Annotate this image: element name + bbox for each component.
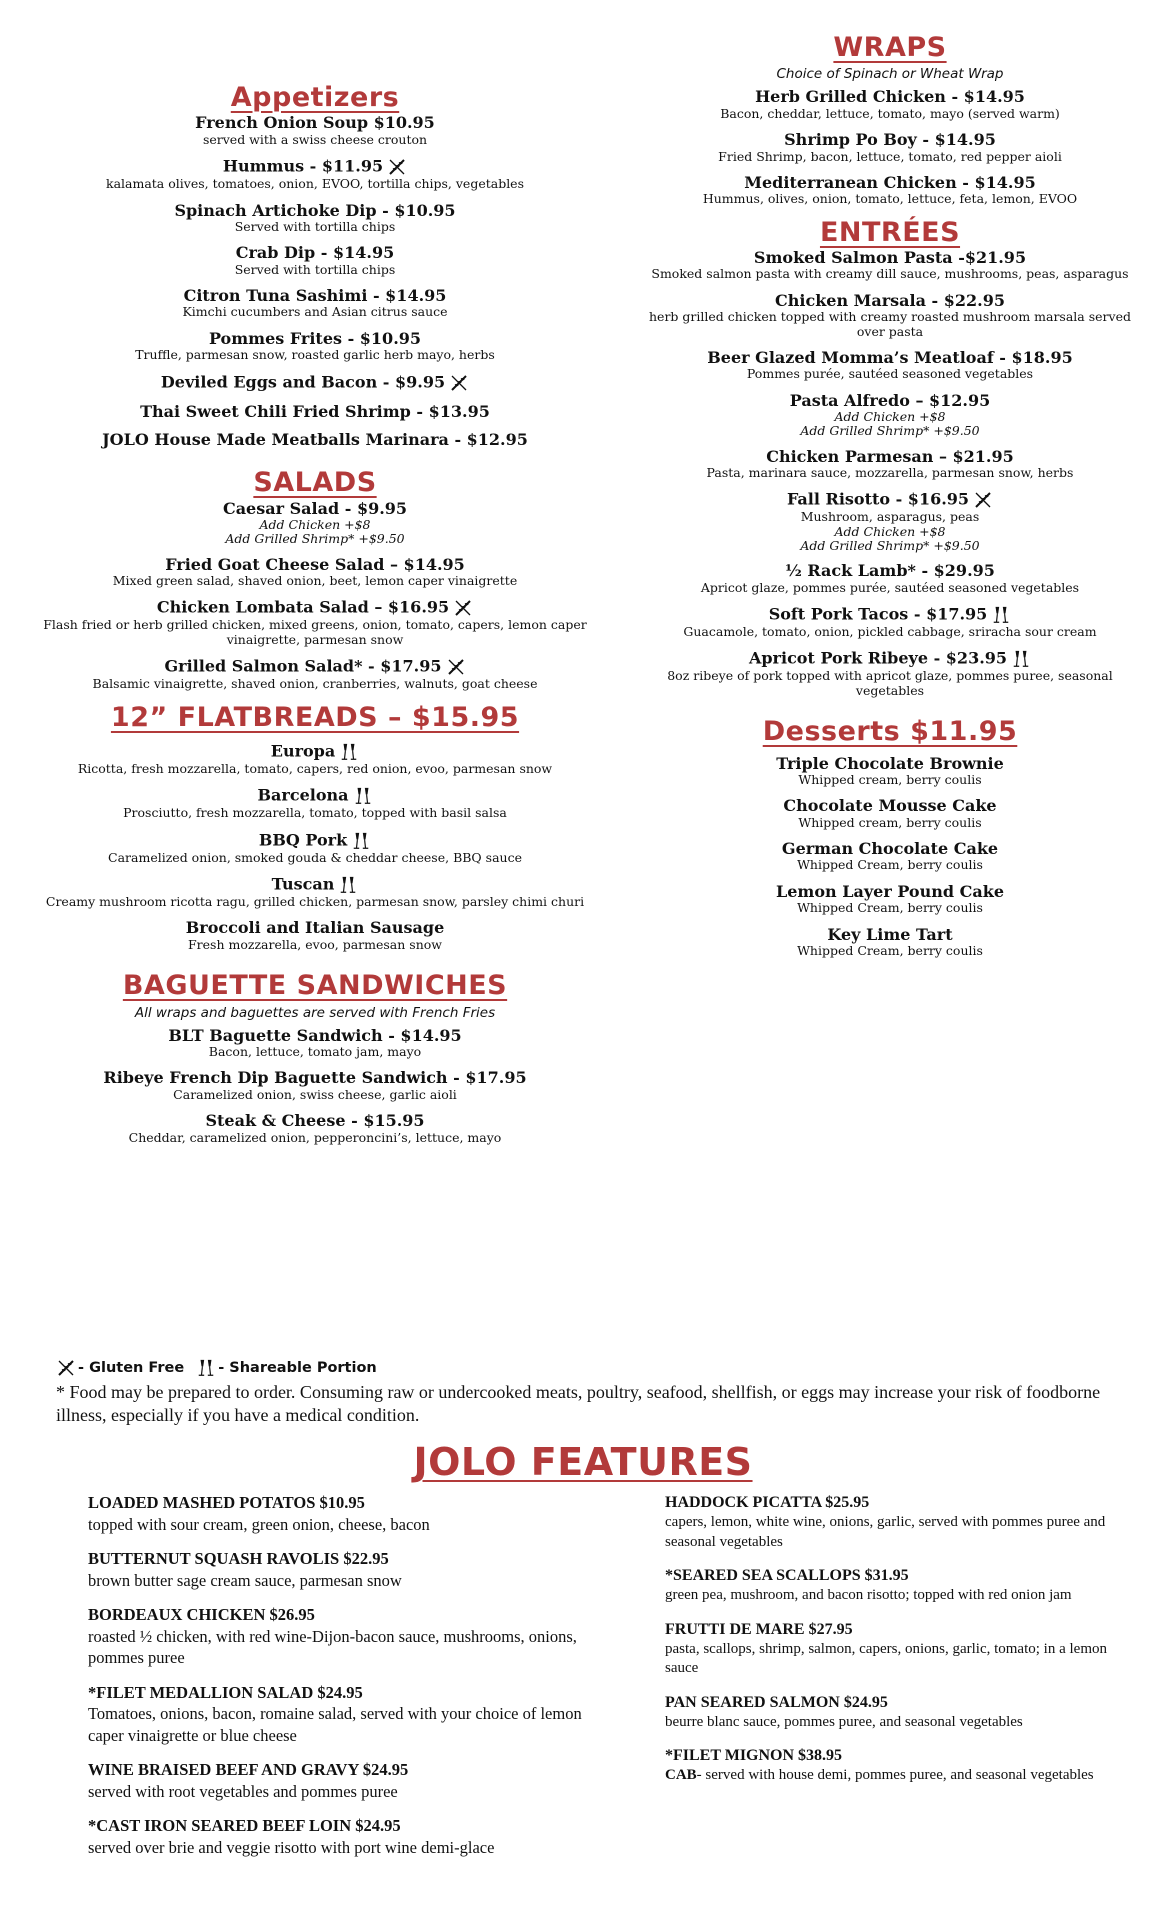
item-name	[30, 556, 600, 574]
item-name	[645, 131, 1135, 149]
food-disclaimer: * Food may be prepared to order. Consuming raw or undercooked meats, poultry, seafood, shellfish, or eggs may increase your risk of foodborne illness, especially if you have a medical condition.	[56, 1382, 1101, 1426]
feature-item	[88, 1549, 608, 1591]
feature-description-text: topped with sour cream, green onion, cheese, bacon	[88, 1514, 430, 1534]
feature-description	[88, 1703, 608, 1746]
item-name	[30, 114, 600, 132]
menu-item	[30, 330, 600, 363]
item-name-text: Chicken Parmesan – $21.95	[766, 446, 1014, 466]
item-name	[645, 840, 1135, 858]
legend	[56, 1358, 1136, 1428]
shareable-icon	[1011, 649, 1031, 669]
item-description: Apricot glaze, pommes purée, sautéed seasoned vegetables	[700, 579, 1080, 595]
item-description: Whipped cream, berry coulis	[798, 771, 982, 787]
shareable-icon	[196, 1358, 216, 1378]
feature-name: FRUTTI DE MARE $27.95	[665, 1620, 853, 1638]
item-addon: Add Chicken +$8	[259, 517, 371, 533]
feature-name: LOADED MASHED POTATOS $10.95	[88, 1493, 365, 1512]
feature-description	[665, 1513, 1125, 1552]
feature-description-text: beurre blanc sauce, pommes puree, and seasonal vegetables	[665, 1713, 1023, 1730]
menu-item	[30, 1069, 600, 1102]
item-name-text: Mediterranean Chicken - $14.95	[744, 172, 1036, 192]
menu-item	[645, 883, 1135, 916]
item-name-text: Triple Chocolate Brownie	[776, 753, 1004, 773]
item-name-text: Steak & Cheese - $15.95	[205, 1111, 425, 1131]
item-name-text: Smoked Salmon Pasta -$21.95	[753, 248, 1027, 268]
feature-description-text: - served with house demi, pommes puree, and seasonal vegetables	[696, 1767, 1094, 1783]
feature-name: PAN SEARED SALMON $24.95	[665, 1693, 888, 1711]
menu-item	[30, 831, 600, 865]
item-name	[645, 649, 1135, 669]
item-name-text: Beer Glazed Momma’s Meatloaf - $18.95	[707, 347, 1073, 367]
item-description: Caramelized onion, smoked gouda & cheddar cheese, BBQ sauce	[108, 849, 522, 865]
item-name-text: Fall Risotto - $16.95	[786, 489, 970, 509]
item-name	[30, 500, 600, 518]
feature-item	[665, 1693, 1125, 1733]
menu-item	[645, 392, 1135, 438]
gluten-free-icon	[56, 1358, 76, 1378]
item-description: served with a swiss cheese crouton	[202, 131, 428, 147]
item-description: Flash fried or herb grilled chicken, mixed greens, onion, tomato, capers, lemon caper vinaigrette, parmesan snow	[43, 617, 587, 647]
item-name	[30, 403, 600, 421]
item-name-text: Key Lime Tart	[827, 924, 953, 944]
menu-item	[645, 292, 1135, 339]
wraps-section	[645, 32, 1135, 207]
item-name-text: Grilled Salmon Salad* - $17.95	[164, 656, 442, 676]
item-name	[30, 657, 600, 677]
item-name	[645, 926, 1135, 944]
item-name	[645, 392, 1135, 410]
item-name	[645, 88, 1135, 106]
item-description: Whipped Cream, berry coulis	[797, 857, 983, 873]
item-name	[645, 448, 1135, 466]
gluten-free-icon	[387, 157, 407, 177]
item-name	[30, 786, 600, 806]
item-name-text: French Onion Soup $10.95	[195, 113, 435, 133]
feature-item	[88, 1605, 608, 1669]
item-addon: Add Grilled Shrimp* +$9.50	[225, 530, 405, 546]
menu-item	[645, 755, 1135, 788]
desserts-list	[645, 755, 1135, 959]
feature-item	[88, 1493, 608, 1535]
feature-description	[88, 1837, 608, 1858]
appetizers-list	[30, 114, 600, 449]
item-name	[30, 157, 600, 177]
wraps-list	[645, 88, 1135, 206]
menu-item	[30, 202, 600, 235]
item-name	[30, 431, 600, 449]
gluten-free-icon	[453, 598, 473, 618]
feature-description	[88, 1514, 608, 1535]
flatbreads-title: 12” FLATBREADS – $15.95	[110, 701, 520, 733]
menu-item	[30, 114, 600, 147]
item-description: Fresh mozzarella, evoo, parmesan snow	[188, 936, 442, 952]
item-name-text: Deviled Eggs and Bacon - $9.95	[160, 372, 446, 392]
menu-item	[645, 174, 1135, 207]
item-description: Creamy mushroom ricotta ragu, grilled chicken, parmesan snow, parsley chimi churi	[45, 894, 585, 910]
item-description: Hummus, olives, onion, tomato, lettuce, feta, lemon, EVOO	[702, 191, 1078, 207]
item-name-text: Caesar Salad - $9.95	[222, 498, 408, 518]
item-name	[645, 490, 1135, 510]
item-name-text: JOLO House Made Meatballs Marinara - $12.95	[102, 429, 528, 449]
right-menu-column	[645, 32, 1135, 968]
item-name	[30, 287, 600, 305]
feature-name: BUTTERNUT SQUASH RAVOLIS $22.95	[88, 1549, 389, 1569]
item-name	[645, 349, 1135, 367]
item-description: Caramelized onion, swiss cheese, garlic aioli	[173, 1086, 457, 1102]
item-name-text: Broccoli and Italian Sausage	[185, 918, 445, 938]
item-name-text: Citron Tuna Sashimi - $14.95	[183, 286, 447, 306]
salads-section	[30, 467, 600, 691]
item-addon: Add Grilled Shrimp* +$9.50	[800, 422, 980, 438]
menu-item	[30, 742, 600, 776]
item-description: Bacon, lettuce, tomato jam, mayo	[208, 1043, 422, 1059]
menu-item	[645, 649, 1135, 698]
feature-name: *FILET MIGNON $38.95	[665, 1747, 843, 1764]
feature-description	[665, 1713, 1125, 1733]
item-name-text: Ribeye French Dip Baguette Sandwich - $17.95	[103, 1068, 527, 1088]
feature-prefix: CAB	[665, 1767, 697, 1783]
feature-description	[665, 1766, 1125, 1786]
item-name-text: Fried Goat Cheese Salad – $14.95	[165, 554, 465, 574]
menu-item	[30, 556, 600, 589]
item-name	[645, 797, 1135, 815]
item-name	[30, 244, 600, 262]
item-name	[645, 562, 1135, 580]
item-description: Served with tortilla chips	[234, 218, 396, 234]
menu-item	[30, 598, 600, 647]
item-name	[30, 598, 600, 618]
item-name	[645, 249, 1135, 267]
menu-item	[30, 919, 600, 952]
shareable-icon	[339, 742, 359, 762]
item-name-text: Chicken Marsala - $22.95	[775, 290, 1005, 310]
item-name	[645, 292, 1135, 310]
item-description: Whipped cream, berry coulis	[798, 814, 982, 830]
menu-item	[645, 926, 1135, 959]
feature-item	[665, 1746, 1125, 1786]
item-name	[645, 605, 1135, 625]
flatbreads-section	[30, 702, 600, 953]
item-addon: Add Chicken +$8	[834, 409, 946, 425]
flatbreads-list	[30, 742, 600, 952]
menu-item	[645, 490, 1135, 552]
item-description: Served with tortilla chips	[234, 261, 396, 277]
item-name-text: Shrimp Po Boy - $14.95	[784, 130, 996, 150]
gluten-free-icon	[449, 373, 469, 393]
item-name	[30, 1027, 600, 1045]
item-name	[30, 373, 600, 393]
menu-item	[30, 500, 600, 546]
item-description: kalamata olives, tomatoes, onion, EVOO, tortilla chips, vegetables	[106, 176, 524, 192]
menu-item	[645, 249, 1135, 282]
item-name-text: Herb Grilled Chicken - $14.95	[755, 87, 1025, 107]
menu-item	[30, 373, 600, 393]
item-description: Pommes purée, sautéed seasoned vegetables	[746, 366, 1034, 382]
item-name	[645, 883, 1135, 901]
shareable-icon	[338, 875, 358, 895]
item-name-text: Soft Pork Tacos - $17.95	[768, 604, 988, 624]
item-name	[30, 875, 600, 895]
feature-description-text: pasta, scallops, shrimp, salmon, capers, onions, garlic, tomato; in a lemon sauce	[665, 1640, 1107, 1676]
features-header	[0, 1440, 1166, 1486]
appetizers-section	[30, 82, 600, 449]
item-name-text: German Chocolate Cake	[781, 839, 999, 859]
features-right-column	[665, 1493, 1125, 1800]
item-name	[645, 755, 1135, 773]
menu-item	[645, 349, 1135, 382]
salads-title: SALADS	[253, 467, 377, 499]
wraps-note: Choice of Spinach or Wheat Wrap	[776, 66, 1004, 83]
feature-item	[665, 1566, 1125, 1606]
menu-item	[30, 157, 600, 191]
feature-description-text: green pea, mushroom, and bacon risotto; topped with red onion jam	[665, 1587, 1072, 1603]
item-description: Mixed green salad, shaved onion, beet, lemon caper vinaigrette	[112, 573, 518, 589]
menu-item	[30, 287, 600, 320]
item-description: Guacamole, tomato, onion, pickled cabbage, sriracha sour cream	[683, 624, 1097, 640]
feature-description	[88, 1626, 608, 1669]
baguettes-list	[30, 1027, 600, 1145]
wraps-title: WRAPS	[833, 32, 947, 63]
legend-gluten-free: - Gluten Free	[78, 1360, 185, 1376]
item-name-text: Chocolate Mousse Cake	[783, 796, 997, 816]
item-name	[30, 831, 600, 851]
item-name-text: Lemon Layer Pound Cake	[776, 881, 1004, 901]
menu-item	[30, 244, 600, 277]
feature-description-text: capers, lemon, white wine, onions, garlic, served with pommes puree and seasonal vegetables	[665, 1514, 1106, 1550]
item-description: Prosciutto, fresh mozzarella, tomato, topped with basil salsa	[123, 805, 507, 821]
gluten-free-icon	[973, 490, 993, 510]
item-name-text: Tuscan	[271, 874, 335, 894]
item-name	[30, 1069, 600, 1087]
item-name-text: Pommes Frites - $10.95	[208, 328, 422, 348]
desserts-title: Desserts $11.95	[762, 716, 1018, 748]
menu-item	[30, 875, 600, 909]
item-description: Fried Shrimp, bacon, lettuce, tomato, red pepper aioli	[718, 148, 1062, 164]
feature-description-text: served with root vegetables and pommes puree	[88, 1781, 398, 1801]
menu-item	[30, 403, 600, 421]
features-left-column	[88, 1493, 608, 1872]
menu-item	[30, 1027, 600, 1060]
item-addon: Add Chicken +$8	[834, 523, 946, 539]
item-name	[30, 330, 600, 348]
features-title: JOLO FEATURES	[413, 1440, 753, 1484]
feature-name: HADDOCK PICATTA $25.95	[665, 1494, 870, 1511]
item-name	[30, 919, 600, 937]
desserts-section	[645, 716, 1135, 958]
feature-name: *FILET MEDALLION SALAD $24.95	[88, 1682, 363, 1702]
baguettes-title: BAGUETTE SANDWICHES	[122, 970, 508, 1002]
item-description: Whipped Cream, berry coulis	[797, 900, 983, 916]
item-description: herb grilled chicken topped with creamy roasted mushroom marsala served over pasta	[649, 309, 1131, 339]
shareable-icon	[991, 605, 1011, 625]
item-description: Smoked salmon pasta with creamy dill sauce, mushrooms, peas, asparagus	[651, 266, 1129, 282]
item-description: Pasta, marinara sauce, mozzarella, parmesan snow, herbs	[706, 465, 1074, 481]
feature-item	[88, 1760, 608, 1802]
feature-description	[665, 1586, 1125, 1606]
entrees-list	[645, 249, 1135, 698]
shareable-icon	[353, 786, 373, 806]
baguettes-section	[30, 970, 600, 1145]
item-name-text: Europa	[270, 741, 336, 761]
feature-item	[88, 1816, 608, 1858]
menu-item	[30, 786, 600, 820]
item-description: Whipped Cream, berry coulis	[797, 943, 983, 959]
entrees-section	[645, 217, 1135, 698]
feature-name: *CAST IRON SEARED BEEF LOIN $24.95	[88, 1816, 401, 1836]
menu-item	[645, 605, 1135, 639]
feature-item	[88, 1683, 608, 1747]
item-name-text: Pasta Alfredo – $12.95	[789, 390, 991, 410]
item-addon: Add Grilled Shrimp* +$9.50	[800, 537, 980, 553]
feature-item	[665, 1493, 1125, 1552]
feature-description-text: brown butter sage cream sauce, parmesan snow	[88, 1570, 402, 1590]
item-name-text: Spinach Artichoke Dip - $10.95	[174, 200, 456, 220]
menu-item	[30, 431, 600, 449]
legend-shareable: - Shareable Portion	[218, 1360, 377, 1376]
menu-item	[645, 562, 1135, 595]
salads-list	[30, 500, 600, 692]
menu-item	[30, 657, 600, 691]
shareable-icon	[351, 831, 371, 851]
menu-item	[645, 797, 1135, 830]
item-name-text: Chicken Lombata Salad – $16.95	[156, 597, 450, 617]
left-menu-column	[30, 82, 600, 1155]
feature-item	[665, 1620, 1125, 1679]
feature-description-text: Tomatoes, onions, bacon, romaine salad, served with your choice of lemon caper vinaigrette or blue cheese	[88, 1704, 582, 1745]
item-name	[645, 174, 1135, 192]
item-description: Cheddar, caramelized onion, pepperoncini’s, lettuce, mayo	[128, 1129, 502, 1145]
menu-item	[645, 131, 1135, 164]
item-name	[30, 742, 600, 762]
item-name	[30, 202, 600, 220]
baguettes-note: All wraps and baguettes are served with French Fries	[134, 1004, 496, 1021]
item-name-text: Apricot Pork Ribeye - $23.95	[748, 648, 1008, 668]
feature-name: WINE BRAISED BEEF AND GRAVY $24.95	[88, 1760, 409, 1780]
gluten-free-icon	[446, 657, 466, 677]
feature-description-text: served over brie and veggie risotto with port wine demi-glace	[88, 1837, 495, 1857]
feature-description-text: roasted ½ chicken, with red wine-Dijon-bacon sauce, mushrooms, onions, pommes puree	[88, 1626, 577, 1668]
feature-name: BORDEAUX CHICKEN $26.95	[88, 1605, 315, 1625]
item-name-text: BLT Baguette Sandwich - $14.95	[168, 1025, 462, 1045]
item-name-text: ½ Rack Lamb* - $29.95	[785, 561, 995, 581]
legend-keys	[56, 1358, 1136, 1378]
entrees-title: ENTRÉES	[819, 216, 961, 248]
feature-description	[88, 1570, 608, 1591]
feature-description	[665, 1640, 1125, 1679]
item-description: Ricotta, fresh mozzarella, tomato, capers, red onion, evoo, parmesan snow	[77, 760, 553, 776]
item-name-text: Barcelona	[257, 785, 349, 805]
item-description: Mushroom, asparagus, peas	[800, 509, 980, 525]
menu-item	[645, 88, 1135, 121]
item-name-text: Crab Dip - $14.95	[235, 243, 395, 263]
item-description: 8oz ribeye of pork topped with apricot glaze, pommes puree, seasonal vegetables	[667, 668, 1113, 698]
item-name-text: Hummus - $11.95	[222, 156, 384, 176]
item-name-text: BBQ Pork	[258, 830, 348, 850]
menu-item	[645, 448, 1135, 481]
item-description: Kimchi cucumbers and Asian citrus sauce	[182, 304, 448, 320]
appetizers-title: Appetizers	[230, 82, 400, 113]
item-description: Truffle, parmesan snow, roasted garlic herb mayo, herbs	[135, 347, 495, 363]
feature-description	[88, 1781, 608, 1802]
item-name	[30, 1112, 600, 1130]
menu-item	[645, 840, 1135, 873]
item-description: Bacon, cheddar, lettuce, tomato, mayo (served warm)	[720, 105, 1060, 121]
feature-name: *SEARED SEA SCALLOPS $31.95	[665, 1567, 909, 1584]
menu-item	[30, 1112, 600, 1145]
item-name-text: Thai Sweet Chili Fried Shrimp - $13.95	[140, 401, 490, 421]
item-description: Balsamic vinaigrette, shaved onion, cranberries, walnuts, goat cheese	[92, 676, 538, 692]
